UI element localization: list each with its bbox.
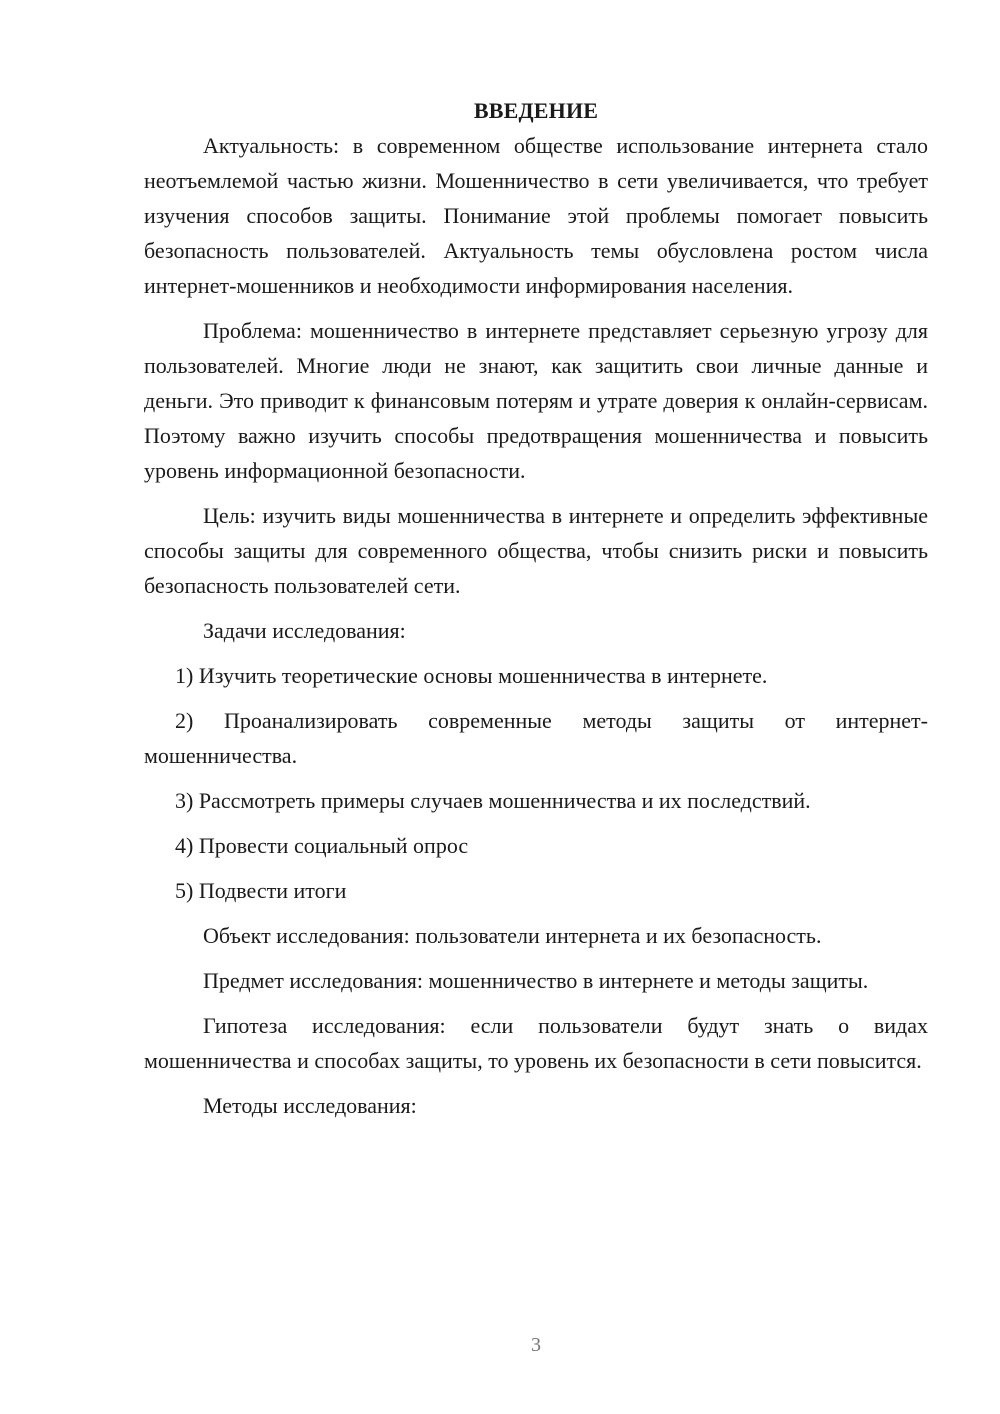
paragraph-relevance: Актуальность: в современном обществе использование интернета стало неотъемлемой частью жизни. Мошенничество в сети увеличивается, что требует изучения способов защиты. Понимание этой проблемы помогает повысить безопасность пользователей. Актуальность темы обусловлена ростом числа интернет-мошенников и необходимости информирования населения. (144, 133, 928, 298)
page-content (144, 93, 928, 1133)
paragraph-problem: Проблема: мошенничество в интернете представляет серьезную угрозу для пользователей. Многие люди не знают, как защитить свои личные данные и деньги. Это приводит к финансовым потерям и утрате доверия к онлайн-сервисам. Поэтому важно изучить способы предотвращения мошенничества и повысить уровень информационной безопасности. (144, 318, 928, 483)
task-item-3: 3) Рассмотреть примеры случаев мошенничества и их последствий. (175, 788, 811, 813)
section-heading: ВВЕДЕНИЕ (473, 98, 599, 123)
paragraph-object: Объект исследования: пользователи интернета и их безопасность. (203, 923, 822, 948)
methods-title: Методы исследования: (203, 1093, 417, 1118)
paragraph-goal: Цель: изучить виды мошенничества в интернете и определить эффективные способы защиты для современного общества, чтобы снизить риски и повысить безопасность пользователей сети. (144, 503, 928, 598)
paragraph-subject: Предмет исследования: мошенничество в интернете и методы защиты. (203, 968, 869, 993)
task-item-4: 4) Провести социальный опрос (175, 833, 469, 858)
paragraph-hypothesis: Гипотеза исследования: если пользователи будут знать о видах мошенничества и способах защиты, то уровень их безопасности в сети повысится. (144, 1013, 928, 1073)
page-number: 3 (531, 1334, 541, 1356)
tasks-title: Задачи исследования: (203, 618, 406, 643)
task-item-2: 2) Проанализировать современные методы защиты от интернет-мошенничества. (144, 708, 928, 768)
task-item-5: 5) Подвести итоги (175, 878, 347, 903)
task-item-1: 1) Изучить теоретические основы мошенничества в интернете. (175, 663, 768, 688)
